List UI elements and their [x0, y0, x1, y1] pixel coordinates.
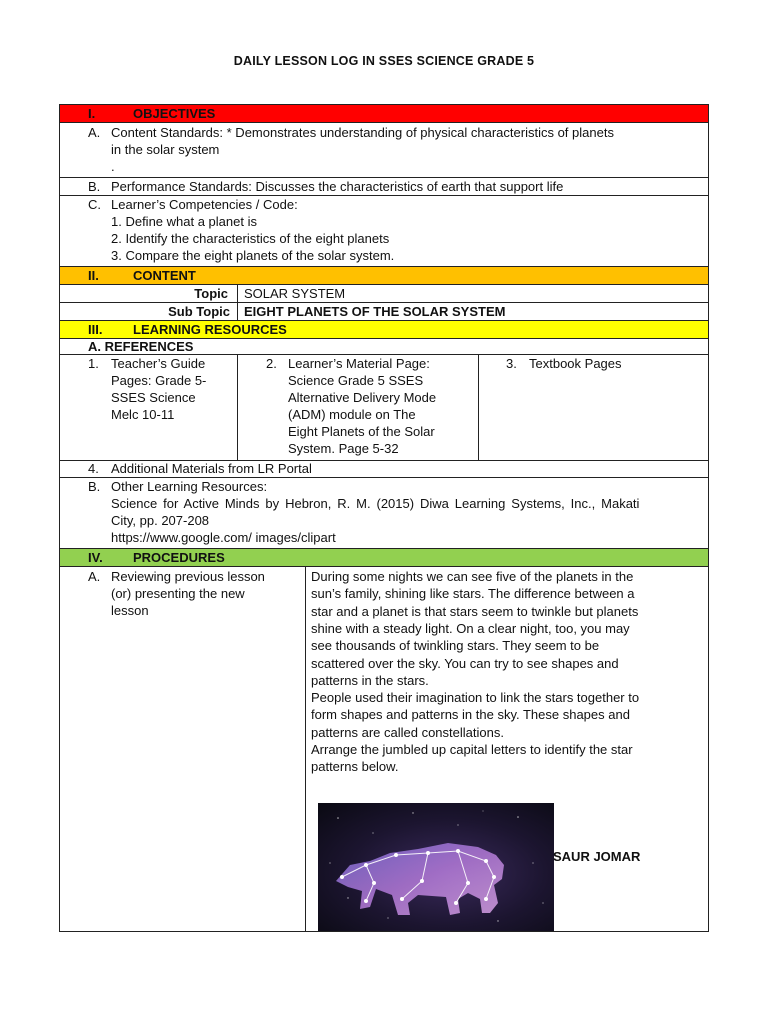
references-row: [60, 339, 708, 355]
section-label: CONTENT: [133, 268, 196, 283]
lesson-table: [59, 104, 709, 932]
other-resources-title: Other Learning Resources:: [111, 479, 268, 494]
bear-constellation-icon: [318, 803, 554, 931]
procedure-a-body-line: patterns in the stars.: [311, 672, 429, 688]
subtopic-row: [60, 303, 708, 321]
reference-materials-row: [60, 355, 708, 461]
learners-material-line: Alternative Delivery Mode: [288, 390, 437, 405]
learners-material-line: Eight Planets of the Solar: [288, 424, 435, 439]
ref-number: 4.: [88, 461, 99, 476]
item-letter: B.: [88, 179, 101, 194]
section-label: LEARNING RESOURCES: [133, 322, 287, 337]
procedure-a-body-line: During some nights we can see five of the planets in the: [311, 569, 634, 584]
performance-standards-text: Performance Standards: Discusses the characteristics of earth that support life: [111, 179, 564, 194]
additional-materials-text: Additional Materials from LR Portal: [111, 461, 312, 476]
column-divider: [237, 285, 238, 302]
other-resources-link: https://www.google.com/ images/clipart: [111, 530, 336, 545]
content-standards-line: .: [111, 159, 115, 174]
competency-item: 3. Compare the eight planets of the solar system.: [111, 248, 395, 263]
section-resources: [60, 321, 708, 339]
section-number: II.: [88, 268, 99, 283]
ref-number: 3.: [506, 356, 517, 371]
procedure-a-body-line: shine with a steady light. On a clear night, too, you may: [311, 620, 630, 636]
procedure-a-body-line: star and a planet is that stars seem to twinkle but planets: [311, 603, 639, 619]
teachers-guide-line: Pages: Grade 5-: [111, 373, 207, 388]
other-resources-row: [60, 478, 708, 549]
competencies-row: [60, 196, 708, 267]
procedure-a-body-line: patterns below.: [311, 759, 399, 775]
section-number: I.: [88, 106, 96, 121]
procedure-a-body-line: sun’s family, shining like stars. The difference between a: [311, 586, 635, 602]
topic-value: SOLAR SYSTEM: [244, 286, 346, 301]
teachers-guide-line: Teacher’s Guide: [111, 356, 206, 371]
procedure-a-label-line: Reviewing previous lesson: [111, 569, 265, 584]
competencies-title: Learner’s Competencies / Code:: [111, 197, 298, 212]
topic-label: Topic: [194, 286, 228, 301]
subtopic-label: Sub Topic: [168, 304, 230, 319]
learners-material-line: (ADM) module on The: [288, 407, 416, 422]
other-resources-citation: Science for Active Minds by Hebron, R. M. (2015) Diwa Learning Systems, Inc., Makati: [111, 496, 640, 511]
references-label: A. REFERENCES: [88, 339, 194, 354]
section-label: PROCEDURES: [133, 550, 225, 565]
section-procedures: [60, 549, 708, 567]
column-divider: [305, 567, 306, 931]
procedure-a-body-line: scattered over the sky. You can try to see shapes and: [311, 655, 619, 671]
content-standards-row: [60, 123, 708, 178]
column-divider: [478, 355, 479, 460]
item-letter: B.: [88, 479, 101, 494]
procedure-a-body-line: see thousands of twinkling stars. They seem to be: [311, 638, 600, 654]
column-divider: [237, 355, 238, 460]
jumbled-word: SAUR JOMAR: [553, 849, 641, 864]
other-resources-citation: City, pp. 207-208: [111, 513, 210, 528]
teachers-guide-line: SSES Science: [111, 390, 196, 405]
item-letter: C.: [88, 197, 101, 212]
section-objectives: [60, 105, 708, 123]
topic-row: [60, 285, 708, 303]
ref-number: 2.: [266, 356, 277, 371]
competency-item: 1. Define what a planet is: [111, 214, 257, 229]
procedure-a-row: [60, 567, 708, 931]
performance-standards-row: [60, 178, 708, 196]
content-standards-line: in the solar system: [111, 142, 220, 157]
item-letter: A.: [88, 569, 101, 584]
procedure-a-body-line: patterns are called constellations.: [311, 724, 504, 740]
competency-item: 2. Identify the characteristics of the eight planets: [111, 231, 390, 246]
procedure-a-label-line: (or) presenting the new: [111, 586, 245, 601]
content-standards-line: Content Standards: * Demonstrates understanding of physical characteristics of planets: [111, 125, 614, 140]
column-divider: [237, 303, 238, 320]
additional-materials-row: [60, 461, 708, 478]
procedure-a-label-line: lesson: [111, 603, 149, 618]
ref-number: 1.: [88, 356, 99, 371]
textbook-pages: Textbook Pages: [529, 356, 622, 371]
learners-material-line: System. Page 5-32: [288, 441, 399, 456]
learners-material-line: Science Grade 5 SSES: [288, 373, 424, 388]
procedure-a-body-line: People used their imagination to link the stars together to: [311, 690, 640, 706]
section-number: IV.: [88, 550, 103, 565]
item-letter: A.: [88, 125, 101, 140]
section-number: III.: [88, 322, 103, 337]
section-label: OBJECTIVES: [133, 106, 216, 121]
procedure-a-body-line: Arrange the jumbled up capital letters to identify the star: [311, 742, 633, 757]
section-content: [60, 267, 708, 285]
procedure-a-body-line: form shapes and patterns in the sky. These shapes and: [311, 707, 630, 723]
teachers-guide-line: Melc 10-11: [111, 407, 175, 422]
bear-constellation-image: [318, 803, 554, 931]
subtopic-value: EIGHT PLANETS OF THE SOLAR SYSTEM: [244, 304, 506, 319]
document-title: DAILY LESSON LOG IN SSES SCIENCE GRADE 5: [233, 54, 535, 68]
learners-material-line: Learner’s Material Page:: [288, 356, 430, 371]
